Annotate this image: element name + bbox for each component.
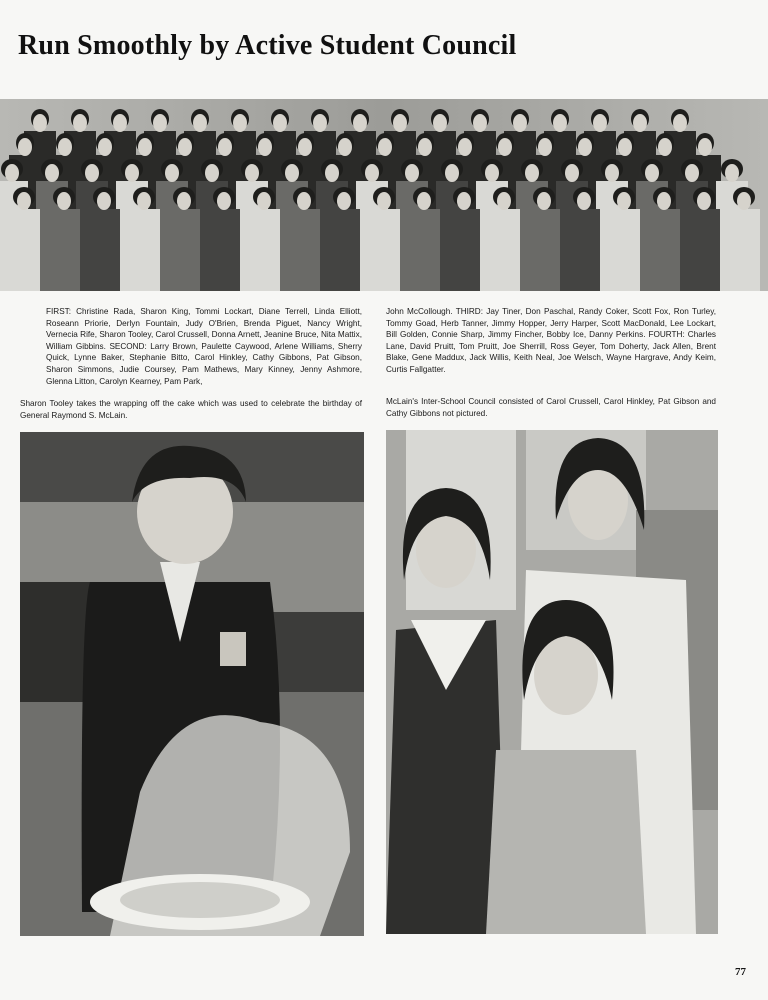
student-face	[273, 114, 287, 132]
student-face	[165, 164, 179, 182]
student-council-group-photo	[0, 99, 768, 291]
cake-photo-caption: Sharon Tooley takes the wrapping off the cake which was used to celebrate the birthday of General Raymond S. McLain.	[20, 399, 362, 420]
student-figure	[448, 209, 480, 291]
student-face	[618, 138, 632, 156]
student-figure	[648, 209, 680, 291]
student-face	[393, 114, 407, 132]
student-figure	[568, 209, 600, 291]
student-face	[698, 138, 712, 156]
student-face	[245, 164, 259, 182]
student-figure	[608, 209, 640, 291]
student-face	[658, 138, 672, 156]
student-face	[45, 164, 59, 182]
student-face	[153, 114, 167, 132]
group-caption-right: John McCollough. THIRD: Jay Tiner, Don Paschal, Randy Coker, Scott Fox, Ron Turley, Tommy Goad, Herb Tanner, Jimmy Hopper, Jerry Harper, Scott MacDonald, Lee Lockart, Bill Golden, Connie Sharp, Jimmy Fincher, Bobby Ice, Danny Perkins. FOURTH: Charles Lane, David Pruitt, Tom Pruitt, Joe Sherrill, Ross Geyer, Tom Doherty, Jack Allen, Brent Blake, Gene Maddux, Jack Willis, Keith Neal, Joe Welsch, Wayne Hargrave, Andy Keim, Curtis Fallgatter.	[386, 307, 716, 374]
page-number: 77	[735, 966, 746, 978]
student-figure	[528, 209, 560, 291]
student-face	[217, 192, 231, 210]
student-face	[473, 114, 487, 132]
student-figure	[88, 209, 120, 291]
student-face	[5, 164, 19, 182]
student-face	[325, 164, 339, 182]
student-face	[298, 138, 312, 156]
student-face	[565, 164, 579, 182]
student-face	[737, 192, 751, 210]
student-face	[218, 138, 232, 156]
student-face	[445, 164, 459, 182]
page-title: Run Smoothly by Active Student Council	[18, 30, 517, 61]
student-face	[85, 164, 99, 182]
council-photo-caption: McLain's Inter-School Council consisted of Carol Crussell, Carol Hinkley, Pat Gibson and Cathy Gibbons not pictured.	[386, 397, 716, 418]
student-face	[138, 138, 152, 156]
student-face	[125, 164, 139, 182]
student-face	[313, 114, 327, 132]
student-face	[338, 138, 352, 156]
student-face	[645, 164, 659, 182]
student-face	[578, 138, 592, 156]
student-face	[617, 192, 631, 210]
student-figure	[208, 209, 240, 291]
student-face	[98, 138, 112, 156]
inter-school-council-photo	[386, 430, 718, 934]
student-face	[378, 138, 392, 156]
student-figure	[488, 209, 520, 291]
student-face	[18, 138, 32, 156]
student-face	[285, 164, 299, 182]
student-face	[673, 114, 687, 132]
student-face	[537, 192, 551, 210]
student-face	[433, 114, 447, 132]
student-figure	[168, 209, 200, 291]
student-figure	[328, 209, 360, 291]
student-face	[233, 114, 247, 132]
student-face	[417, 192, 431, 210]
student-face	[553, 114, 567, 132]
student-face	[297, 192, 311, 210]
student-face	[178, 138, 192, 156]
student-face	[457, 192, 471, 210]
student-face	[58, 138, 72, 156]
student-face	[205, 164, 219, 182]
student-face	[337, 192, 351, 210]
student-face	[725, 164, 739, 182]
student-face	[33, 114, 47, 132]
student-face	[17, 192, 31, 210]
student-face	[498, 138, 512, 156]
student-face	[377, 192, 391, 210]
student-face	[177, 192, 191, 210]
cake-unwrapping-photo	[20, 432, 364, 936]
student-face	[193, 114, 207, 132]
student-face	[418, 138, 432, 156]
student-face	[593, 114, 607, 132]
student-face	[405, 164, 419, 182]
group-caption-left: FIRST: Christine Rada, Sharon King, Tommi Lockart, Diane Terrell, Linda Elliott, Roseann Priorie, Derlyn Fountain, Judy O'Brien, Brenda Piguet, Nancy Wright, Vernecia Rife, Sharon Tooley, Carol Crussell, Donna Arnett, Jeanine Bruce, Nita Mattix, William Gibbins. SECOND: Larry Brown, Paulette Caywood, Arlene Williams, Sherry Quick, Lynne Baker, Stephanie Bitto, Carol Hinkley, Cathy Gibbons, Pat Gibson, Sharon Simmons, Judie Coursey, Pam Mathews, Mary Kinney, Jenny Ashmore, Glenna Litton, Carolyn Kearney, Pam Park,	[46, 307, 362, 386]
student-figure	[8, 209, 40, 291]
student-face	[137, 192, 151, 210]
student-face	[633, 114, 647, 132]
student-figure	[688, 209, 720, 291]
student-figure	[128, 209, 160, 291]
student-face	[57, 192, 71, 210]
student-figure	[408, 209, 440, 291]
student-face	[577, 192, 591, 210]
student-face	[458, 138, 472, 156]
student-face	[73, 114, 87, 132]
student-figure	[248, 209, 280, 291]
student-face	[485, 164, 499, 182]
student-face	[257, 192, 271, 210]
student-face	[365, 164, 379, 182]
student-figure	[48, 209, 80, 291]
student-face	[605, 164, 619, 182]
student-face	[353, 114, 367, 132]
student-face	[258, 138, 272, 156]
student-face	[657, 192, 671, 210]
student-face	[685, 164, 699, 182]
student-figure	[288, 209, 320, 291]
student-face	[513, 114, 527, 132]
student-figure	[368, 209, 400, 291]
student-face	[697, 192, 711, 210]
student-face	[97, 192, 111, 210]
student-face	[113, 114, 127, 132]
student-face	[538, 138, 552, 156]
student-figure	[728, 209, 760, 291]
student-face	[497, 192, 511, 210]
student-face	[525, 164, 539, 182]
